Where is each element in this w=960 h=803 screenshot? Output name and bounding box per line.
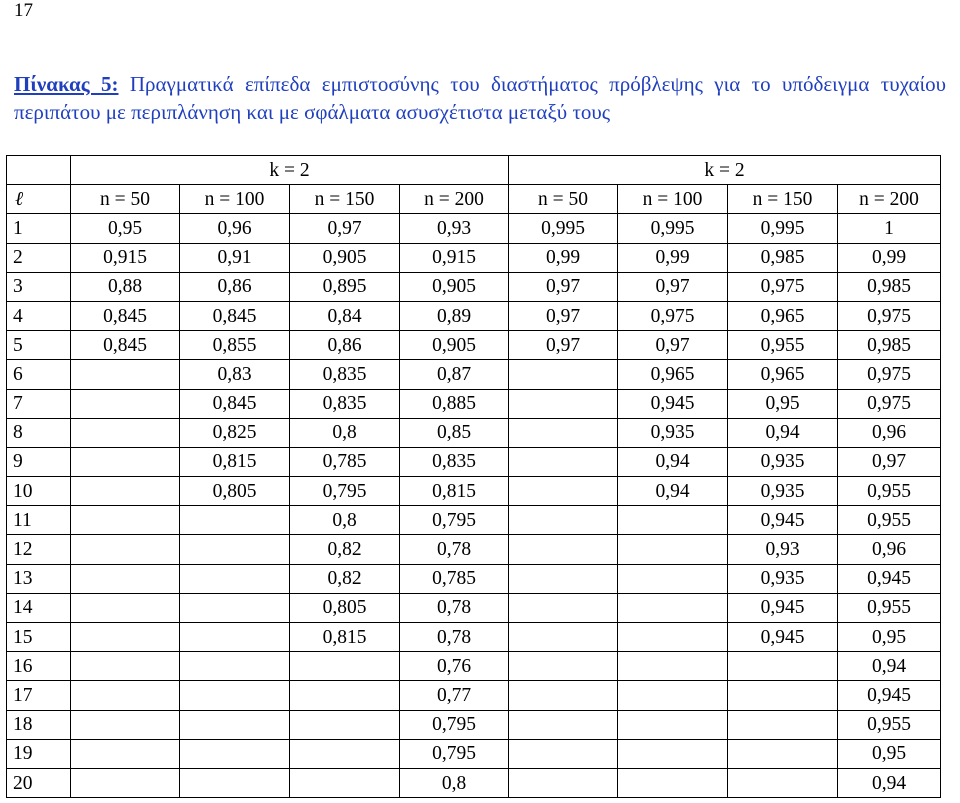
table-cell [618,681,728,710]
table-cell: 0,845 [71,331,180,360]
column-header: n = 150 [728,185,838,214]
table-cell: 0,915 [400,243,509,272]
table-cell: 0,845 [180,389,290,418]
column-header: n = 200 [838,185,941,214]
table-cell: 0,835 [290,360,400,389]
table-row [7,681,941,710]
table-cell: 0,97 [509,331,618,360]
row-index-cell: 12 [7,535,71,564]
table-cell: 0,795 [400,739,509,768]
table-cell: 0,93 [400,214,509,243]
table-cell: 0,945 [838,681,941,710]
table-cell: 0,955 [838,710,941,739]
table-cell [618,768,728,797]
table-cell: 0,815 [180,447,290,476]
table-cell [509,389,618,418]
table-cell: 0,96 [180,214,290,243]
table-cell: 0,945 [728,623,838,652]
table-body [7,214,941,798]
group-header: k = 2 [71,156,509,185]
row-index-cell: 8 [7,418,71,447]
table-cell [728,652,838,681]
row-index-cell: 11 [7,506,71,535]
table-cell: 0,96 [838,418,941,447]
table-cell [728,739,838,768]
table-row [7,360,941,389]
table-cell: 0,94 [838,652,941,681]
table-cell: 0,97 [618,331,728,360]
table-cell: 0,85 [400,418,509,447]
table-cell [290,710,400,739]
table-cell [290,681,400,710]
table-cell: 0,785 [400,564,509,593]
table-row [7,477,941,506]
table-cell: 0,97 [509,301,618,330]
table-cell: 0,97 [290,214,400,243]
table-cell [71,593,180,622]
row-index-cell: 13 [7,564,71,593]
table-cell [180,681,290,710]
table-cell: 0,935 [728,477,838,506]
table-cell [180,506,290,535]
row-index-cell: 19 [7,739,71,768]
table-cell: 0,985 [838,331,941,360]
row-index-cell: 16 [7,652,71,681]
table-cell: 0,94 [618,477,728,506]
table-cell [71,535,180,564]
caption-text: Πραγματικά επίπεδα εμπιστοσύνης του διαστήματος πρόβλεψης για το υπόδειγμα τυχαίου περιπάτου με περιπλάνηση και με σφάλματα ασυσχέτιστα μεταξύ τους [14,72,947,124]
table-cell [618,564,728,593]
table-cell: 0,995 [618,214,728,243]
table-cell: 0,975 [838,360,941,389]
table-cell [290,768,400,797]
table-cell [618,652,728,681]
corner-cell [7,156,71,185]
table-cell: 0,965 [728,301,838,330]
table-cell: 0,975 [838,389,941,418]
column-header-row [7,185,941,214]
table-cell [509,768,618,797]
table-cell: 0,91 [180,243,290,272]
table-cell: 0,76 [400,652,509,681]
table-cell: 0,93 [728,535,838,564]
table-cell: 0,78 [400,593,509,622]
table-cell [180,768,290,797]
table-cell: 0,985 [728,243,838,272]
table-cell [180,593,290,622]
table-cell: 0,99 [509,243,618,272]
table-cell: 0,8 [290,506,400,535]
table-cell [509,623,618,652]
table-cell: 0,86 [180,272,290,301]
table-cell [618,623,728,652]
row-index-cell: 1 [7,214,71,243]
table-cell: 0,97 [838,447,941,476]
column-header: n = 50 [71,185,180,214]
table-cell: 0,975 [838,301,941,330]
table-cell: 0,965 [618,360,728,389]
table-cell: 0,965 [728,360,838,389]
table-row [7,768,941,797]
table-cell [509,418,618,447]
table-row [7,506,941,535]
table-cell [71,739,180,768]
table-cell: 0,82 [290,535,400,564]
table-cell: 0,82 [290,564,400,593]
table-cell [180,739,290,768]
table-cell: 0,77 [400,681,509,710]
table-cell: 0,825 [180,418,290,447]
table-cell [509,710,618,739]
row-index-cell: 7 [7,389,71,418]
table-cell: 1 [838,214,941,243]
table-cell [728,681,838,710]
row-index-cell: 2 [7,243,71,272]
row-index-cell: 17 [7,681,71,710]
table-cell: 0,95 [728,389,838,418]
column-header: n = 100 [618,185,728,214]
table-cell: 0,955 [838,506,941,535]
table-cell: 0,905 [290,243,400,272]
table-cell [71,768,180,797]
table-cell: 0,985 [838,272,941,301]
table-cell [728,710,838,739]
table-row [7,418,941,447]
table-cell: 0,795 [400,710,509,739]
table-cell [71,652,180,681]
table-cell: 0,94 [618,447,728,476]
table-cell: 0,935 [618,418,728,447]
row-index-cell: 6 [7,360,71,389]
table-cell: 0,87 [400,360,509,389]
table-cell: 0,99 [838,243,941,272]
table-cell: 0,995 [509,214,618,243]
table-cell [618,593,728,622]
table-cell: 0,785 [290,447,400,476]
table-row [7,564,941,593]
table-cell [180,652,290,681]
table-cell [290,652,400,681]
table-cell [290,739,400,768]
table-cell: 0,845 [180,301,290,330]
table-cell: 0,815 [290,623,400,652]
table-cell [71,418,180,447]
column-header: n = 50 [509,185,618,214]
table-cell [509,593,618,622]
table-row [7,389,941,418]
table-row [7,710,941,739]
table-row [7,535,941,564]
table-cell: 0,835 [290,389,400,418]
table-cell: 0,975 [618,301,728,330]
table-cell: 0,945 [728,593,838,622]
row-header-symbol: ℓ [7,185,71,214]
table-cell [71,623,180,652]
table-cell: 0,835 [400,447,509,476]
table-caption [14,70,946,126]
row-index-cell: 18 [7,710,71,739]
table-cell: 0,845 [71,301,180,330]
row-index-cell: 20 [7,768,71,797]
table-cell: 0,905 [400,272,509,301]
table-cell: 0,915 [71,243,180,272]
column-header: n = 100 [180,185,290,214]
table-cell [509,447,618,476]
table-cell [71,360,180,389]
table-cell: 0,95 [838,623,941,652]
table-row [7,331,941,360]
row-index-cell: 15 [7,623,71,652]
column-header: n = 200 [400,185,509,214]
table-cell: 0,895 [290,272,400,301]
table-row [7,214,941,243]
table-cell: 0,8 [290,418,400,447]
table-cell [71,506,180,535]
table-row [7,623,941,652]
column-header: n = 150 [290,185,400,214]
table-cell [71,447,180,476]
table-cell [728,768,838,797]
table-cell: 0,975 [728,272,838,301]
row-index-cell: 10 [7,477,71,506]
table-cell [71,564,180,593]
table-cell: 0,905 [400,331,509,360]
table-cell: 0,86 [290,331,400,360]
table-cell [618,710,728,739]
table-cell: 0,94 [838,768,941,797]
table-row [7,301,941,330]
table-cell [509,360,618,389]
table-cell [180,710,290,739]
table-cell: 0,855 [180,331,290,360]
table-cell: 0,95 [71,214,180,243]
table-cell: 0,945 [728,506,838,535]
table-row [7,593,941,622]
table-cell [509,681,618,710]
table-cell: 0,795 [290,477,400,506]
table-cell: 0,96 [838,535,941,564]
table-row [7,243,941,272]
table-cell: 0,795 [400,506,509,535]
row-index-cell: 9 [7,447,71,476]
table-cell: 0,995 [728,214,838,243]
table-cell: 0,955 [728,331,838,360]
table-cell [509,477,618,506]
table-row [7,272,941,301]
table-cell: 0,885 [400,389,509,418]
table-cell [509,535,618,564]
page-number: 17 [14,0,33,21]
table-cell [618,535,728,564]
row-index-cell: 14 [7,593,71,622]
table-cell [509,506,618,535]
table-row [7,739,941,768]
row-index-cell: 3 [7,272,71,301]
table-cell: 0,83 [180,360,290,389]
confidence-levels-table [6,155,941,798]
table-cell: 0,95 [838,739,941,768]
table-cell: 0,97 [509,272,618,301]
group-header: k = 2 [509,156,941,185]
table-cell [180,623,290,652]
table-cell: 0,805 [180,477,290,506]
table-cell: 0,88 [71,272,180,301]
table-cell [180,564,290,593]
table-cell [618,506,728,535]
table-cell [71,477,180,506]
caption-label: Πίνακας 5: [14,72,119,96]
table-cell [71,710,180,739]
table-cell: 0,935 [728,447,838,476]
table-cell: 0,8 [400,768,509,797]
table-cell [180,535,290,564]
table-cell [509,564,618,593]
table-cell [509,739,618,768]
group-header-row [7,156,941,185]
table-cell: 0,805 [290,593,400,622]
table-cell: 0,945 [838,564,941,593]
table-cell: 0,97 [618,272,728,301]
table-cell: 0,78 [400,623,509,652]
table-cell: 0,99 [618,243,728,272]
table-cell: 0,945 [618,389,728,418]
table-cell: 0,84 [290,301,400,330]
table-cell [509,652,618,681]
table-cell [71,389,180,418]
table-cell [618,739,728,768]
table-cell: 0,78 [400,535,509,564]
table-cell: 0,955 [838,593,941,622]
table-cell: 0,955 [838,477,941,506]
row-index-cell: 5 [7,331,71,360]
table-cell [71,681,180,710]
table-cell: 0,815 [400,477,509,506]
table-cell: 0,94 [728,418,838,447]
table-cell: 0,935 [728,564,838,593]
table-cell: 0,89 [400,301,509,330]
table-row [7,652,941,681]
row-index-cell: 4 [7,301,71,330]
table-row [7,447,941,476]
